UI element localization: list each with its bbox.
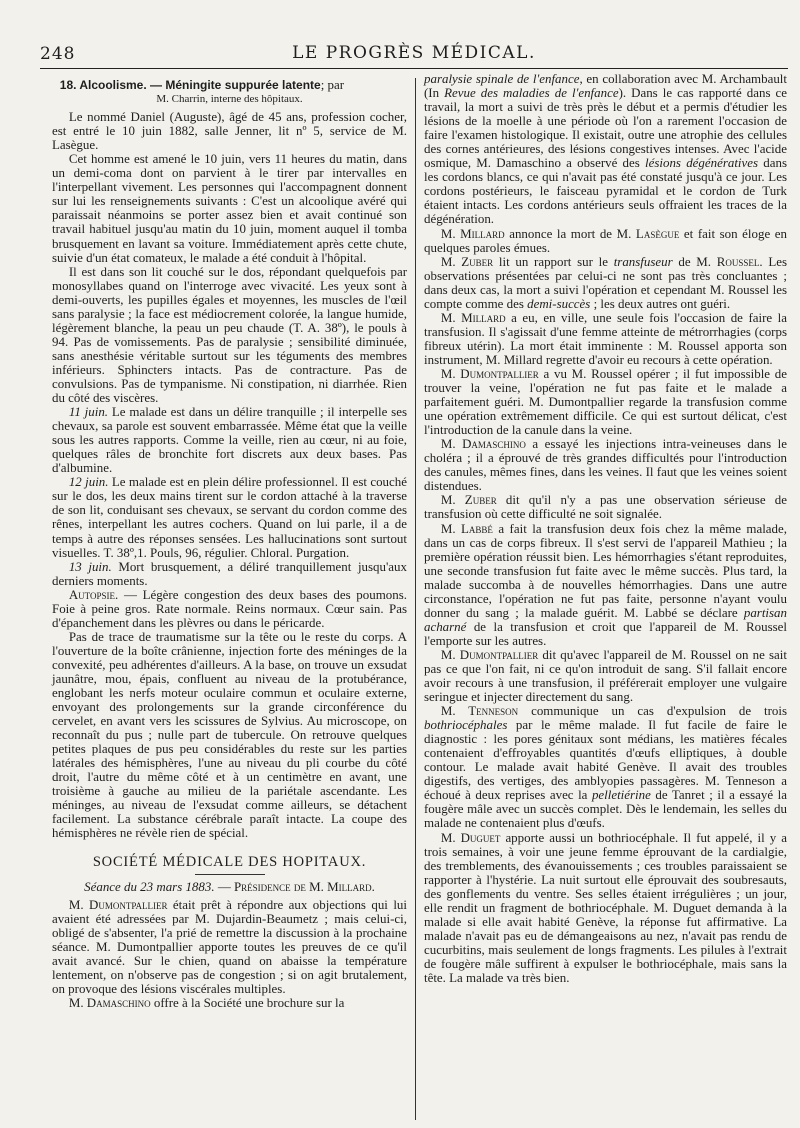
paragraph: M. Millard a eu, en ville, une seule fois l'occasion de faire la transfusion. Il s'agissait d'une femme atteinte de métrorrhagies (corps fibreux utérin). La mort était imminente : M. Roussel apporta son instrument, M. Millard regrette d'avoir eu recours à cette opération. xyxy=(424,309,787,367)
page-number: 248 xyxy=(40,44,76,64)
paragraph: 11 juin. Le malade est dans un délire tranquille ; il interpelle ses chevaux, sa parole est souvent embarrassée. Même état que la veille sous les autres rapports. Comme la veille, rien au cœur, ni au foie, quelques râles de bronchite fort discrets aux deux bases. Pas d'albumine. xyxy=(52,404,407,476)
paragraph: M. Labbé a fait la transfusion deux fois chez la même malade, dans un cas de corps fibreux. Il s'est servi de l'appareil Mathieu ; la première opération réussit bien. Les hémorrhagies s'étant reproduites, une seconde transfusion fut faite avec le même succès. Plus tard, la malade succomba à de nouvelles hémorrhagies. Dans une autre circonstance, l'opération ne fut pas faite, personne n'ayant voulu donner du sang ; la malade guérit. M. Labbé se déclare partisan acharné de la transfusion et croit que l'appareil de M. Roussel l'emporte sur les autres. xyxy=(424,520,787,648)
paragraph: M. Zuber lit un rapport sur le transfuseur de M. Roussel. Les observations présentées par celui-ci ne sont pas très concluantes ; dans deux cas, la mort a suivi l'opération et cependant M. Roussel les compte comme des demi-succès ; les deux autres ont guéri. xyxy=(424,253,787,311)
paragraph: M. Duguet apporte aussi un bothriocéphale. Il fut appelé, il y a trois semaines, à voir une jeune femme éprouvant de la cardialgie, des tremblements, des évanouissements ; ces troubles paraissaient se rapporter à l'hystérie. La nuit surtout elle éprouvait des soubresauts, des gonflements du ventre. Ses selles étaient irrégulières ; un jour, elle rendit un fragment de bothriocéphale. M. Duguet demanda à la malade si elle avait habité Genève, la réponse fut affirmative. La malade n'avait pas eu de démangeaisons au nez, n'avait pas rendu de cucurbitins, mais seulement de longs fragments. Les pilules à l'extrait de fougère mâle suffirent à expulser le bothriocéphale, mais sans la tête. La malade va très bien. xyxy=(424,829,787,985)
paragraph: 13 juin. Mort brusquement, a déliré tranquillement jusqu'aux derniers moments. xyxy=(52,558,407,588)
paragraph: M. Dumontpallier dit qu'avec l'appareil de M. Roussel on ne sait pas ce que l'on fait, ni ce qu'on introduit de sang. S'il fallait encore avoir recours à une transfusion, il préférerait employer une vulgaire seringue et injecter directement du sang. xyxy=(424,646,787,705)
paragraph: M. Dumontpallier a vu M. Roussel opérer ; il fut impossible de trouver la veine, l'opération ne fut pas faite et le malade a parfaitement guéri. M. Dumontpallier regarde la transfusion comme une opération extrêmement difficile. Ce qui est surtout délicat, c'est l'introduction de la canule dans la veine. xyxy=(424,365,787,438)
paragraph: Cet homme est amené le 10 juin, vers 11 heures du matin, dans un demi-coma dont on parvient à le tirer par intervalles en l'interpellant vivement. Les personnes qui l'accompagnent donnent sur lui les renseignements suivants : C'est un alcoolique avéré qui paraissait néanmoins se porter assez bien et avait continué son travail habituel jusqu'au matin du 10 juin, moment auquel il tomba brusquement en lavant sa voiture. Immédiatement après cette chute, suivie d'un état comateux, le malade a été conduit à l'hôpital. xyxy=(52,151,407,265)
paragraph: Il est dans son lit couché sur le dos, répondant quelquefois par monosyllabes quand on l'interroge avec vivacité. Les yeux sont à demi-ouverts, les pupilles égales et moyennes, les muscles de l'œil sans paralysie ; la face est médiocrement colorée, la langue humide, légèrement blanche, la peau un peu chaude (T. A. 38º), le pouls à 94. Pas de vomissements. Pas de paralysie ; sensibilité diminuée, sans anesthésie véritable surtout sur les téguments des membres inférieurs. Sphincters intacts. Pas de contracture. Pas de convulsions. Pas de tympanisme. Ni constipation, ni diarrhée. Rien du côté des viscères. xyxy=(52,263,407,406)
paragraph: Le nommé Daniel (Auguste), âgé de 45 ans, profession cocher, est entré le 10 juin 1882, salle Jenner, lit nº 5, service de M. Lasègue. xyxy=(52,109,407,153)
article-title: 18. Alcoolisme. — Méningite suppurée latente; par xyxy=(59,77,345,92)
paragraph: Pas de trace de traumatisme sur la tête ou le reste du corps. A l'ouverture de la boîte crânienne, injection forte des méninges de la convexité, peu adhérentes d'ailleurs. A la base, on trouve un exsudat jaunâtre, mou, épais, confluent au niveau de la protubérance, englobant les nerfs moteur oculaire commun et oculaire externe, envoyant des prolongements sur la grande circonférence du cervelet, en avant vers les scissures de Sylvius. Au microscope, on reconnaît du pus ; nulle part de tubercule. On retrouve quelques petites plaques de pus peu considérables du reste sur les parties latérales des hémisphères, l'une au niveau du pli courbe du côté droit, l'autre du même côté et à un centimètre en avant, une troisième à gauche au milieu de la pariétale ascendante. Les méninges, au niveau de l'exsudat comme ailleurs, se détachent facilement. La substance cérébrale paraît intacte. La coupe des hémisphères ne révèle rien de spécial. xyxy=(52,628,407,841)
paragraph: M. Damaschino a essayé les injections intra-veineuses dans le choléra ; il a éprouvé de très grandes difficultés pour l'introduction des canules, mêmes fines, dans les veines. Il faut que les veines soient distendues. xyxy=(424,436,787,494)
paragraph: M. Millard annonce la mort de M. Lasègue et fait son éloge en quelques paroles émues. xyxy=(424,225,787,255)
section-rule xyxy=(195,874,265,875)
paragraph: Autopsie. — Légère congestion des deux bases des poumons. Foie à peine gros. Rate normale. Reins normaux. Cœur sain. Pas d'épanchement dans les plèvres ou dans le péricarde. xyxy=(52,586,407,630)
running-title: LE PROGRÈS MÉDICAL. xyxy=(292,43,536,63)
page-header xyxy=(40,42,788,69)
session-line: Séance du 23 mars 1883. — Présidence de M. Millard. xyxy=(84,878,375,894)
section-heading: SOCIÉTÉ MÉDICALE DES HOPITAUX. xyxy=(92,853,367,870)
paragraph: M. Damaschino offre à la Société une brochure sur la xyxy=(68,994,345,1010)
column-rule xyxy=(415,78,416,1120)
article-author: M. Charrin, interne des hôpitaux. xyxy=(156,93,303,106)
paragraph: M. Dumontpallier était prêt à répondre aux objections qui lui avaient été adressées par M. Dujardin-Beaumetz ; mais celui-ci, obligé de s'absenter, l'a prié de remettre la discussion à la prochaine séance. M. Dumontpallier apporte toutes les preuves de ce qu'il avait avancé. Sur le chien, quand on abaisse la température lentement, on n'observe pas de congestion ; si on agit brutalement, on provoque des lésions viscérales multiples. xyxy=(52,896,407,996)
paragraph: 12 juin. Le malade est en plein délire professionnel. Il est couché sur le dos, les deux mains tirent sur le cordon attaché à la traverse de son lit, conduisant ses chevaux, se servant du cordon comme des rênes, interpellant les autres cochers. Quand on lui parle, il a de temps à autre des réponses sensées. Les hallucinations sont surtout visuelles. T. 38º,1. Pouls, 96, régulier. Chloral. Purgation. xyxy=(52,474,407,560)
right-column xyxy=(424,72,787,985)
paragraph: M. Zuber dit qu'il n'y a pas une observation sérieuse de transfusion où cette difficulté ne soit signalée. xyxy=(424,492,787,522)
paragraph: M. Tenneson communique un cas d'expulsion de trois bothriocéphales par le même malade. Il fut facile de faire le diagnostic : les pores génitaux sont médians, les matières fécales contenaient d'effroyables quantités d'œufs elliptiques, à double contour. Le malade avait habité Genève. Il avait des troubles digestifs, des vertiges, des amblyopies passagères. M. Tenneson a échoué à deux reprises avec la pelletiérine de Tanret ; il a essayé la fougère mâle avec un succès complet. Dès le lendemain, les selles du malade ne contenaient plus d'œufs. xyxy=(424,703,788,831)
left-column xyxy=(52,78,407,1010)
paragraph: paralysie spinale de l'enfance, en collaboration avec M. Archambault (In Revue des maladies de l'enfance). Dans le cas rapporté dans ce travail, la mort a suivi de très près le début et a permis d'étudier les lésions de la moelle à une période où l'on a rarement l'occasion de faire l'examen histologique. Il existait, outre une atrophie des cellules des cornes antérieures, des lésions congestives intenses. Avec l'acide osmique, M. Damaschino a observé des lésions dégénératives dans les cordons blancs, ce qui n'avait pas été constaté jusqu'à ce jour. Les cordons postérieurs, le faisceau pyramidal et le cordon de Turk étaient intacts. Les cordons antérieurs seuls offraient les traces de la dégénération. xyxy=(424,71,787,227)
